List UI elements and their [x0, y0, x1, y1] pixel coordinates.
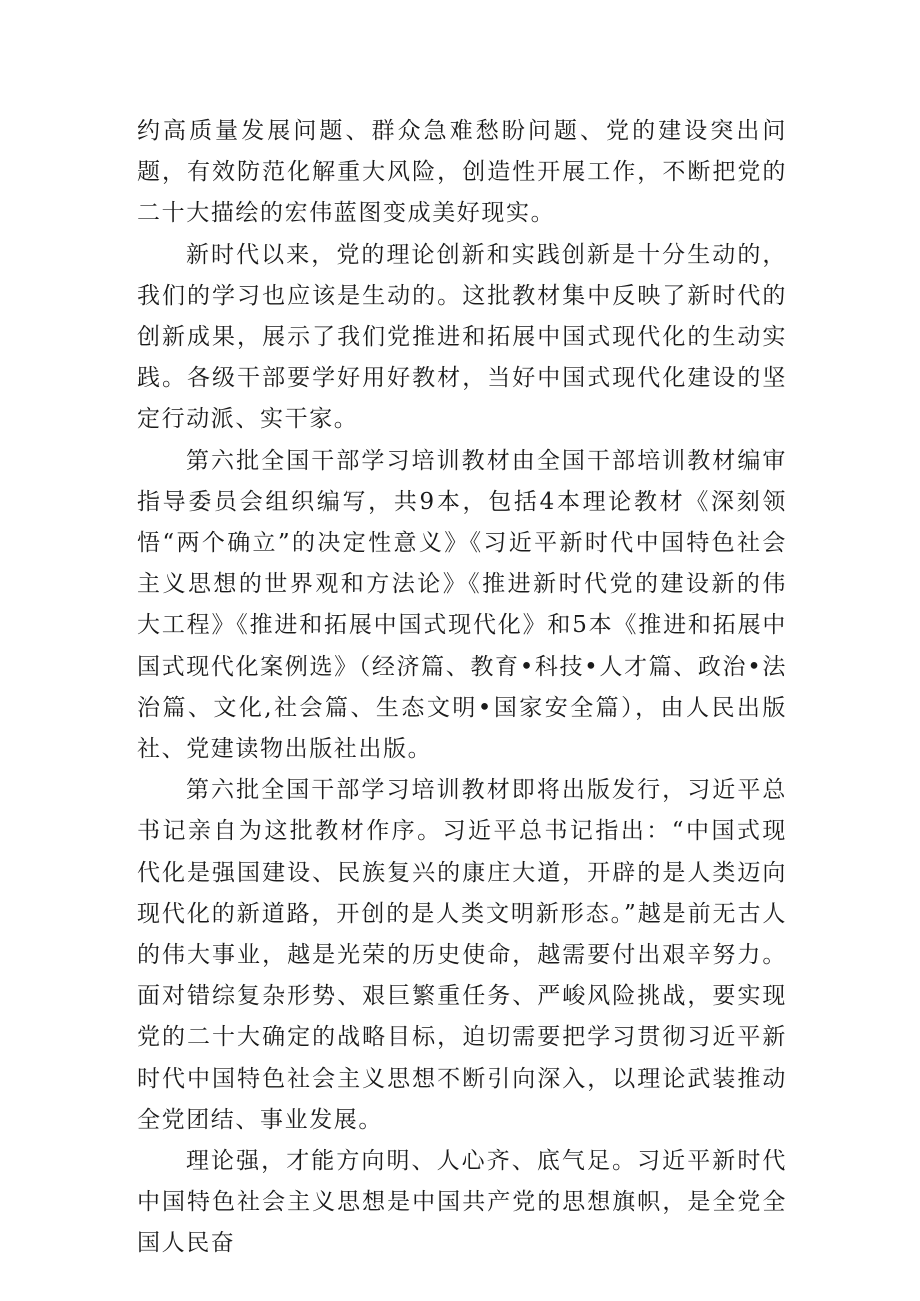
paragraph-theory-strong: 理论强，才能方向明、人心齐、底气足。习近平新时代中国特色社会主义思想是中国共产党的思想旗帜，是全党全国人民奋	[137, 1148, 787, 1257]
paragraph-continuation: 约高质量发展问题、群众急难愁盼问题、党的建设突出问题，有效防范化解重大风险，创造性开展工作，不断把党的二十大描绘的宏伟蓝图变成美好现实。	[137, 118, 787, 227]
paragraph-textbook-list: 第六批全国干部学习培训教材由全国干部培训教材编审指导委员会组织编写，共9本，包括4本理论教材《深刻领悟“两个确立”的决定性意义》《习近平新时代中国特色社会主义思想的世界观和方法论》《推进新时代党的建设新的伟大工程》《推进和拓展中国式现代化》和5本《推进和拓展中国式现代化案例选》（经济篇、教育•科技•人才篇、政治•法治篇、文化,社会篇、生态文明•国家安全篇），由人民出版社、党建读物出版社出版。	[137, 447, 787, 763]
paragraph-preface-quote: 第六批全国干部学习培训教材即将出版发行，习近平总书记亲自为这批教材作序。习近平总书记指出：“中国式现代化是强国建设、民族复兴的康庄大道，开辟的是人类迈向现代化的新道路，开创的是人类文明新形态。”越是前无古人的伟大事业，越是光荣的历史使命，越需要付出艰辛努力。面对错综复杂形势、艰巨繁重任务、严峻风险挑战，要实现党的二十大确定的战略目标，迫切需要把学习贯彻习近平新时代中国特色社会主义思想不断引向深入，以理论武装推动全党团结、事业发展。	[137, 777, 787, 1133]
paragraph-learning-vivid: 新时代以来，党的理论创新和实践创新是十分生动的，我们的学习也应该是生动的。这批教材集中反映了新时代的创新成果，展示了我们党推进和拓展中国式现代化的生动实践。各级干部要学好用好教材，当好中国式现代化建设的坚定行动派、实干家。	[137, 241, 787, 433]
document-body	[137, 111, 787, 1265]
